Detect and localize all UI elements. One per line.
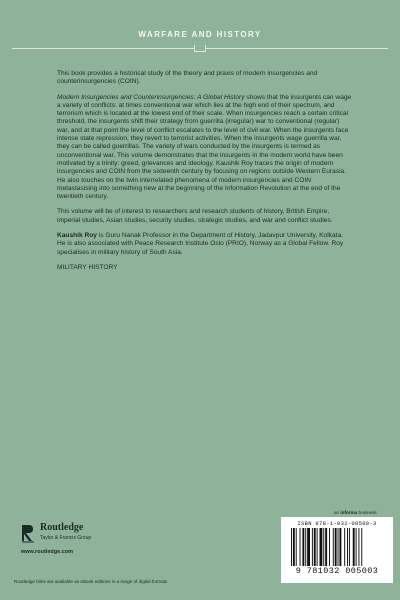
barcode-bar <box>291 528 292 566</box>
publisher-group: Taylor & Francis Group <box>40 535 92 541</box>
barcode-bar <box>347 528 348 566</box>
barcode-bar <box>312 528 313 566</box>
audience-paragraph: This volume will be of interest to researchers and research students of history, British Empire, imperial studies, Asian studies, security studies, strategic studies, and war and conflict studies. <box>57 208 333 224</box>
barcode-bar <box>314 528 316 566</box>
author-name: Kaushik Roy <box>57 232 97 240</box>
barcode-bar <box>358 528 359 566</box>
barcode-bar <box>353 528 355 566</box>
author-paragraph <box>57 232 352 257</box>
informa-business: an informa business <box>334 510 377 515</box>
barcode-bar <box>333 528 334 566</box>
barcode-bar <box>325 528 327 566</box>
barcode-bar <box>335 528 337 566</box>
barcode <box>281 517 393 583</box>
back-cover-blurb <box>57 70 352 279</box>
cover-footer <box>0 500 400 600</box>
barcode-bar <box>302 528 304 566</box>
barcode-bar <box>339 528 341 566</box>
ebook-note: Routledge titles are available as eBook editions in a range of digital formats <box>14 579 168 584</box>
barcode-bar <box>317 528 318 566</box>
barcode-bar <box>356 528 357 566</box>
description-text: shows that the insurgents can wage a variety of conflicts: at times conventional war which lies at the high end of their spectrum, and terrorism which is located at the lowest end of their scale. When insurgencies reach a certain critical threshold, the insurgents shift their strategy from guerrilla (irregular) war to conventional (regular) war, and at that point the level of conflict escalates to the level of civil war. When the insurgents face intense state repression, they revert to terrorist activities. When the insurgents wage guerrilla war, they can be called guerrillas. The variety of wars conducted by the insurgents is termed as unconventional war. This volume demonstrates that the insurgents in the modern world have been motivated by a trinity: greed, grievances and ideology. Kaushik Roy traces the origin of modern insurgencies and COIN from the sixteenth century by focusing on regions outside Western Eurasia. He also touches on the twin interrelated phenomena of modern insurgencies and COIN metastasising into something new at the beginning of the Information Revolution at the end of the twentieth century. <box>57 93 352 201</box>
description-paragraph <box>57 94 352 202</box>
publisher-name: Routledge <box>40 522 84 533</box>
isbn-text: ISBN 978-1-032-00500-3 <box>297 520 377 527</box>
series-title: WARFARE AND HISTORY <box>138 30 262 39</box>
series-header <box>0 0 400 58</box>
barcode-bar <box>349 528 350 566</box>
ean-digits: 9 781032 005003 <box>295 566 379 576</box>
barcode-bar <box>323 528 324 566</box>
barcode-bar <box>307 528 310 566</box>
barcode-bar <box>320 528 323 566</box>
subject-category: MILITARY HISTORY <box>57 263 118 271</box>
barcode-bar <box>300 528 301 566</box>
barcode-bar <box>296 528 297 566</box>
barcode-bar <box>329 528 330 566</box>
barcode-bar <box>361 528 362 566</box>
publisher-url: www.routledge.com <box>21 549 74 555</box>
author-bio: is Guru Nanak Professor in the Department of History, Jadavpur University, Kolkata. He is also associated with Peace Research Institute Oslo (PRIO), Norway as a Global Fellow. Roy specialises in military history of South Asia. <box>57 232 344 256</box>
book-title: Modern Insurgencies and Counterinsurgencies: A Global History <box>57 93 245 101</box>
barcode-bar <box>344 528 345 566</box>
barcode-bar <box>305 528 306 566</box>
routledge-logo-icon <box>21 523 35 543</box>
barcode-bar <box>293 528 295 566</box>
header-rule-notch <box>194 45 206 52</box>
barcode-bar <box>338 528 339 566</box>
intro-paragraph: This book provides a historical study of the theory and praxis of modern insurgencies and counterinsurgencies (COIN). <box>57 70 318 86</box>
barcode-bars <box>291 528 383 566</box>
informa-brand: informa <box>340 510 358 515</box>
